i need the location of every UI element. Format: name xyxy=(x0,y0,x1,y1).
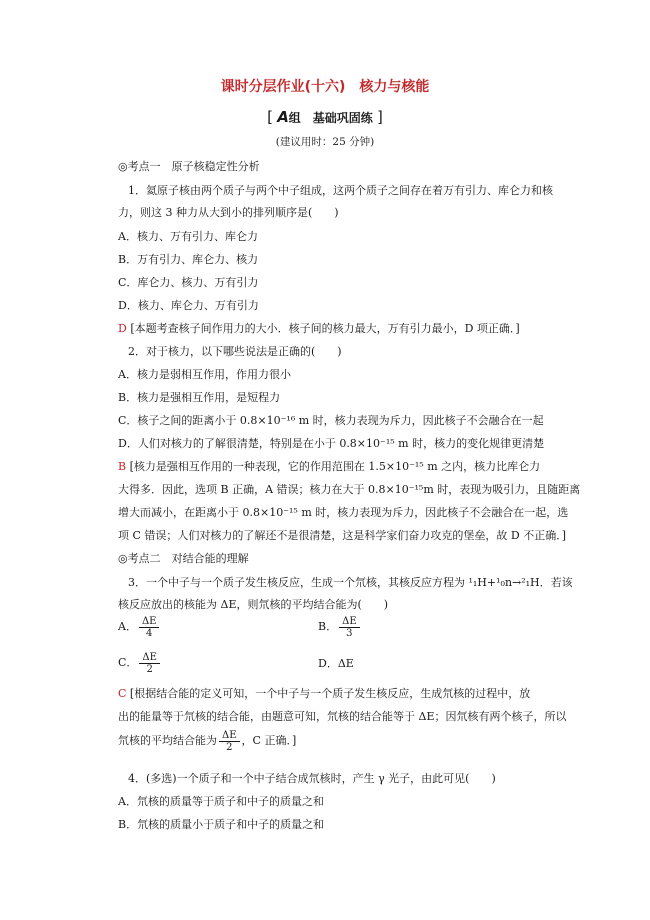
q3-option-a-num: ΔE xyxy=(139,616,160,628)
q1-answer-text: [本题考查核子间作用力的大小．核子间的核力最大，万有引力最小，D 项正确．] xyxy=(130,322,520,335)
q2-answer-line1 xyxy=(118,460,540,474)
q3-option-c-fraction xyxy=(139,652,160,675)
q3-answer-letter: C xyxy=(118,687,127,700)
q2-answer-line2: 大得多．因此，选项 B 正确，A 错误；核力在大于 0.8×10⁻¹⁵m 时，表现为吸引力，且随距离 xyxy=(118,483,581,496)
q3-option-c-den: 2 xyxy=(146,663,153,675)
q4-option-b: B．氘核的质量小于质子和中子的质量之和 xyxy=(118,818,325,831)
q3-option-c xyxy=(118,651,162,675)
q2-answer-text1: [核力是强相互作用的一种表现，它的作用范围在 1.5×10⁻¹⁵ m 之内，核力比库仑力 xyxy=(129,460,541,473)
q2-option-b: B．核力是强相互作用，是短程力 xyxy=(118,391,281,404)
q2-option-c: C．核子之间的距离小于 0.8×10⁻¹⁶ m 时，核力表现为斥力，因此核子不会融合在一起 xyxy=(118,414,544,427)
q3-option-c-label: C． xyxy=(118,656,138,669)
group-heading xyxy=(0,110,650,125)
q4-stem: 4．(多选)一个质子和一个中子结合成氘核时，产生 γ 光子，由此可见( ) xyxy=(128,772,496,785)
group-bracket-close: ] xyxy=(377,108,383,126)
q3-answer-num: ΔE xyxy=(219,730,240,742)
q4-option-a: A．氘核的质量等于质子和中子的质量之和 xyxy=(118,795,324,808)
q3-option-b-den: 3 xyxy=(346,627,353,639)
page-title: 课时分层作业(十六) 核力与核能 xyxy=(220,79,430,95)
q3-option-a-den: 4 xyxy=(146,627,153,639)
q3-option-b-fraction xyxy=(339,616,360,639)
group-label: 组 基础巩固练 xyxy=(288,111,373,125)
q1-answer-letter: D xyxy=(118,322,127,335)
q1-answer xyxy=(118,322,520,336)
q1-stem-line1: 1．氦原子核由两个质子与两个中子组成，这两个质子之间存在着万有引力、库仑力和核 xyxy=(128,184,553,197)
group-bracket-open: [ xyxy=(267,108,273,126)
q2-answer-letter: B xyxy=(118,460,127,473)
q3-answer-line2: 出的能量等于氘核的结合能，由题意可知，氘核的结合能等于 ΔE；因氘核有两个核子，所以 xyxy=(118,710,567,723)
time-note: (建议用时：25 分钟) xyxy=(275,136,375,148)
q3-option-a-label: A． xyxy=(118,620,137,633)
group-letter: A xyxy=(277,108,289,126)
q3-option-b-label: B． xyxy=(318,620,338,633)
q3-option-a xyxy=(118,615,161,639)
q1-option-a: A．核力、万有引力、库仑力 xyxy=(118,230,258,243)
topic-heading-1: ◎考点一 原子核稳定性分析 xyxy=(118,160,260,173)
q3-answer-line3-post: ，C 正确．] xyxy=(241,734,297,747)
q3-option-c-num: ΔE xyxy=(139,652,160,664)
q3-answer-den: 2 xyxy=(226,741,233,753)
q3-stem-line2: 核反应放出的核能为 ΔE，则氘核的平均结合能为( ) xyxy=(118,598,389,611)
q3-stem-line1: 3．一个中子与一个质子发生核反应，生成一个氘核，其核反应方程为 ¹₁H+¹₀n→²₁H．若该 xyxy=(128,576,573,589)
q2-option-a: A．核力是弱相互作用，作用力很小 xyxy=(118,368,291,381)
topic-heading-2: ◎考点二 对结合能的理解 xyxy=(118,552,249,565)
q1-option-c: C．库仑力、核力、万有引力 xyxy=(118,276,259,289)
q3-answer-fraction xyxy=(219,730,240,753)
q3-option-b xyxy=(318,615,362,639)
q3-option-b-num: ΔE xyxy=(339,616,360,628)
q3-answer-text1: [根据结合能的定义可知，一个中子与一个质子发生核反应，生成氘核的过程中，放 xyxy=(129,687,531,700)
q1-stem-line2: 力，则这 3 种力从大到小的排列顺序是( ) xyxy=(118,206,339,219)
q3-option-a-fraction xyxy=(139,616,160,639)
q2-stem: 2．对于核力，以下哪些说法是正确的( ) xyxy=(128,345,342,358)
q2-answer-line3: 增大而减小，在距离小于 0.8×10⁻¹⁵ m 时，核力表现为斥力，因此核子不会融合在一起，选 xyxy=(118,506,569,519)
q3-option-d: D．ΔE xyxy=(318,657,354,670)
q3-answer-line3-pre: 氘核的平均结合能为 xyxy=(118,734,217,747)
q2-option-d: D．人们对核力的了解很清楚，特别是在小于 0.8×10⁻¹⁵ m 时，核力的变化规律更清楚 xyxy=(118,437,545,450)
q3-answer-line1 xyxy=(118,687,530,701)
q3-answer-line3 xyxy=(118,729,296,753)
q1-option-b: B．万有引力、库仑力、核力 xyxy=(118,253,259,266)
q1-option-d: D．核力、库仑力、万有引力 xyxy=(118,299,259,312)
q2-answer-line4: 项 C 错误；人们对核力的了解还不是很清楚，这是科学家们奋力攻克的堡垒，故 D 不正确．] xyxy=(118,529,567,542)
